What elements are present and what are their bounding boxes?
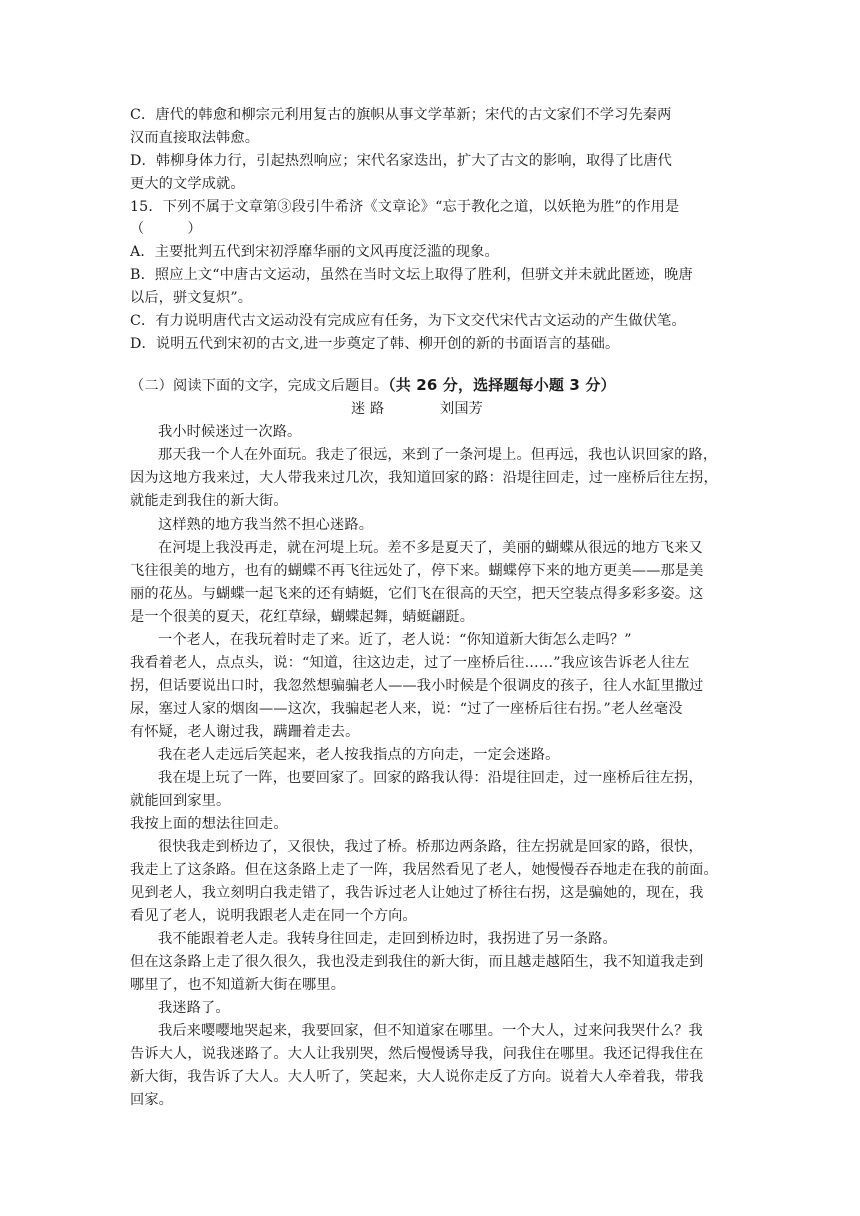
option-c-line1: C．唐代的韩愈和柳宗元利用复古的旗帜从事文学革新；宋代的古文家们不学习先秦两 xyxy=(130,107,672,123)
story-line: 我看着老人，点点头，说：“知道，往这边走，过了一座桥后往……”我应该告诉老人往左 xyxy=(130,655,690,671)
story-line: 我按上面的想法往回走。 xyxy=(130,816,288,832)
story-line: 飞往很美的地方，也有的蝴蝶不再飞往远处了，停下来。蝴蝶停下来的地方更美——那是美 xyxy=(130,563,704,579)
story-line: 很快我走到桥边了，又很快，我过了桥。桥那边两条路，往左拐就是回家的路，很快， xyxy=(158,839,703,855)
story-line: 在河堤上我没再走，就在河堤上玩。差不多是夏天了，美丽的蝴蝶从很远的地方飞来又 xyxy=(158,540,703,556)
question-15-option-a: A．主要批判五代到宋初浮靡华丽的文风再度泛滥的现象。 xyxy=(130,244,499,260)
section-2-heading xyxy=(130,375,616,396)
story-line: 那天我一个人在外面玩。我走了很远，来到了一条河堤上。但再远，我也认识回家的路， xyxy=(158,447,718,463)
story-line: 因为这地方我来过，大人带我来过几次，我知道回家的路：沿堤往回走，过一座桥后往左拐， xyxy=(130,470,718,486)
story-line: 我不能跟着老人走。我转身往回走，走回到桥边时，我拐进了另一条路。 xyxy=(158,931,617,947)
story-line: 但在这条路上走了很久很久，我也没走到我住的新大街，而且越走越陌生，我不知道我走到 xyxy=(130,954,704,970)
story-line: 告诉大人，说我迷路了。大人让我别哭，然后慢慢诱导我，问我住在哪里。我还记得我住在 xyxy=(130,1046,704,1062)
question-15-option-c: C．有力说明唐代古文运动没有完成应有任务，为下文交代宋代古文运动的产生做伏笔。 xyxy=(130,313,686,329)
question-15-option-d: D．说明五代到宋初的古文,进一步奠定了韩、柳开创的新的书面语言的基础。 xyxy=(130,336,620,352)
question-15-option-b-line1: B．照应上文“中唐古文运动，虽然在当时文坛上取得了胜利，但骈文并未就此匿迹，晚唐 xyxy=(130,267,693,283)
option-c-line2: 汉而直接取法韩愈。 xyxy=(130,130,260,146)
story-line: 回家。 xyxy=(130,1092,174,1108)
story-author: 刘国芳 xyxy=(440,401,484,417)
story-line: 尿，塞过人家的烟囱——这次，我骗起老人来，说：“过了一座桥后往右拐。”老人丝毫没 xyxy=(130,701,683,717)
option-d-line1: D．韩柳身体力行，引起热烈响应；宋代名家迭出，扩大了古文的影响，取得了比唐代 xyxy=(130,153,673,169)
question-15-stem: 15．下列不属于文章第③段引牛希济《文章论》“忘于教化之道，以妖艳为胜”的作用是 xyxy=(130,199,680,215)
story-line: 拐，但话要说出口时，我忽然想骗骗老人——我小时候是个很调皮的孩子，往人水缸里撒过 xyxy=(130,678,704,694)
story-line: 就能回到家里。 xyxy=(130,793,231,809)
story-line: 我走上了这条路。但在这条路上走了一阵，我居然看见了老人，她慢慢吞吞地走在我的前面。 xyxy=(130,862,718,878)
story-line: 看见了老人，说明我跟老人走在同一个方向。 xyxy=(130,908,417,924)
story-line: 我迷路了。 xyxy=(158,1000,230,1016)
story-line: 我后来嘤嘤地哭起来，我要回家，但不知道家在哪里。一个大人，过来问我哭什么？我 xyxy=(158,1023,703,1039)
story-line: 我在堤上玩了一阵，也要回家了。回家的路我认得：沿堤往回走，过一座桥后往左拐， xyxy=(158,770,703,786)
story-line: 新大街，我告诉了大人。大人听了，笑起来，大人说你走反了方向。说着大人牵着我，带我 xyxy=(130,1069,704,1085)
question-15-answer-blank: （ ） xyxy=(130,221,202,237)
story-line: 我在老人走远后笑起来，老人按我指点的方向走，一定会迷路。 xyxy=(158,747,560,763)
section-2-instructions: （二）阅读下面的文字，完成文后题目。 xyxy=(130,378,389,394)
option-d-line2: 更大的文学成就。 xyxy=(130,176,245,192)
story-line: 哪里了，也不知道新大街在哪里。 xyxy=(130,977,346,993)
story-line: 是一个很美的夏天，花红草绿，蝴蝶起舞，蜻蜓翩跹。 xyxy=(130,609,475,625)
story-line: 丽的花丛。与蝴蝶一起飞来的还有蜻蜓，它们飞在很高的天空，把天空装点得多彩多姿。这 xyxy=(130,586,704,602)
story-title: 迷 路 xyxy=(351,401,385,417)
story-line: 我小时候迷过一次路。 xyxy=(158,424,302,440)
story-line: 一个老人，在我玩着时走了来。近了，老人说：“你知道新大街怎么走吗？” xyxy=(158,632,632,648)
question-15-option-b-line2: 以后，骈文复炽”。 xyxy=(130,290,253,306)
section-2-scoring: （共 26 分，选择题每小题 3 分） xyxy=(388,376,616,394)
story-line: 这样熟的地方我当然不担心迷路。 xyxy=(158,517,374,533)
story-line: 就能走到我住的新大街。 xyxy=(130,493,288,509)
story-line: 有怀疑，老人谢过我，蹒跚着走去。 xyxy=(130,724,360,740)
story-line: 见到老人，我立刻明白我走错了，我告诉过老人让她过了桥往右拐，这是骗她的，现在，我 xyxy=(130,885,704,901)
